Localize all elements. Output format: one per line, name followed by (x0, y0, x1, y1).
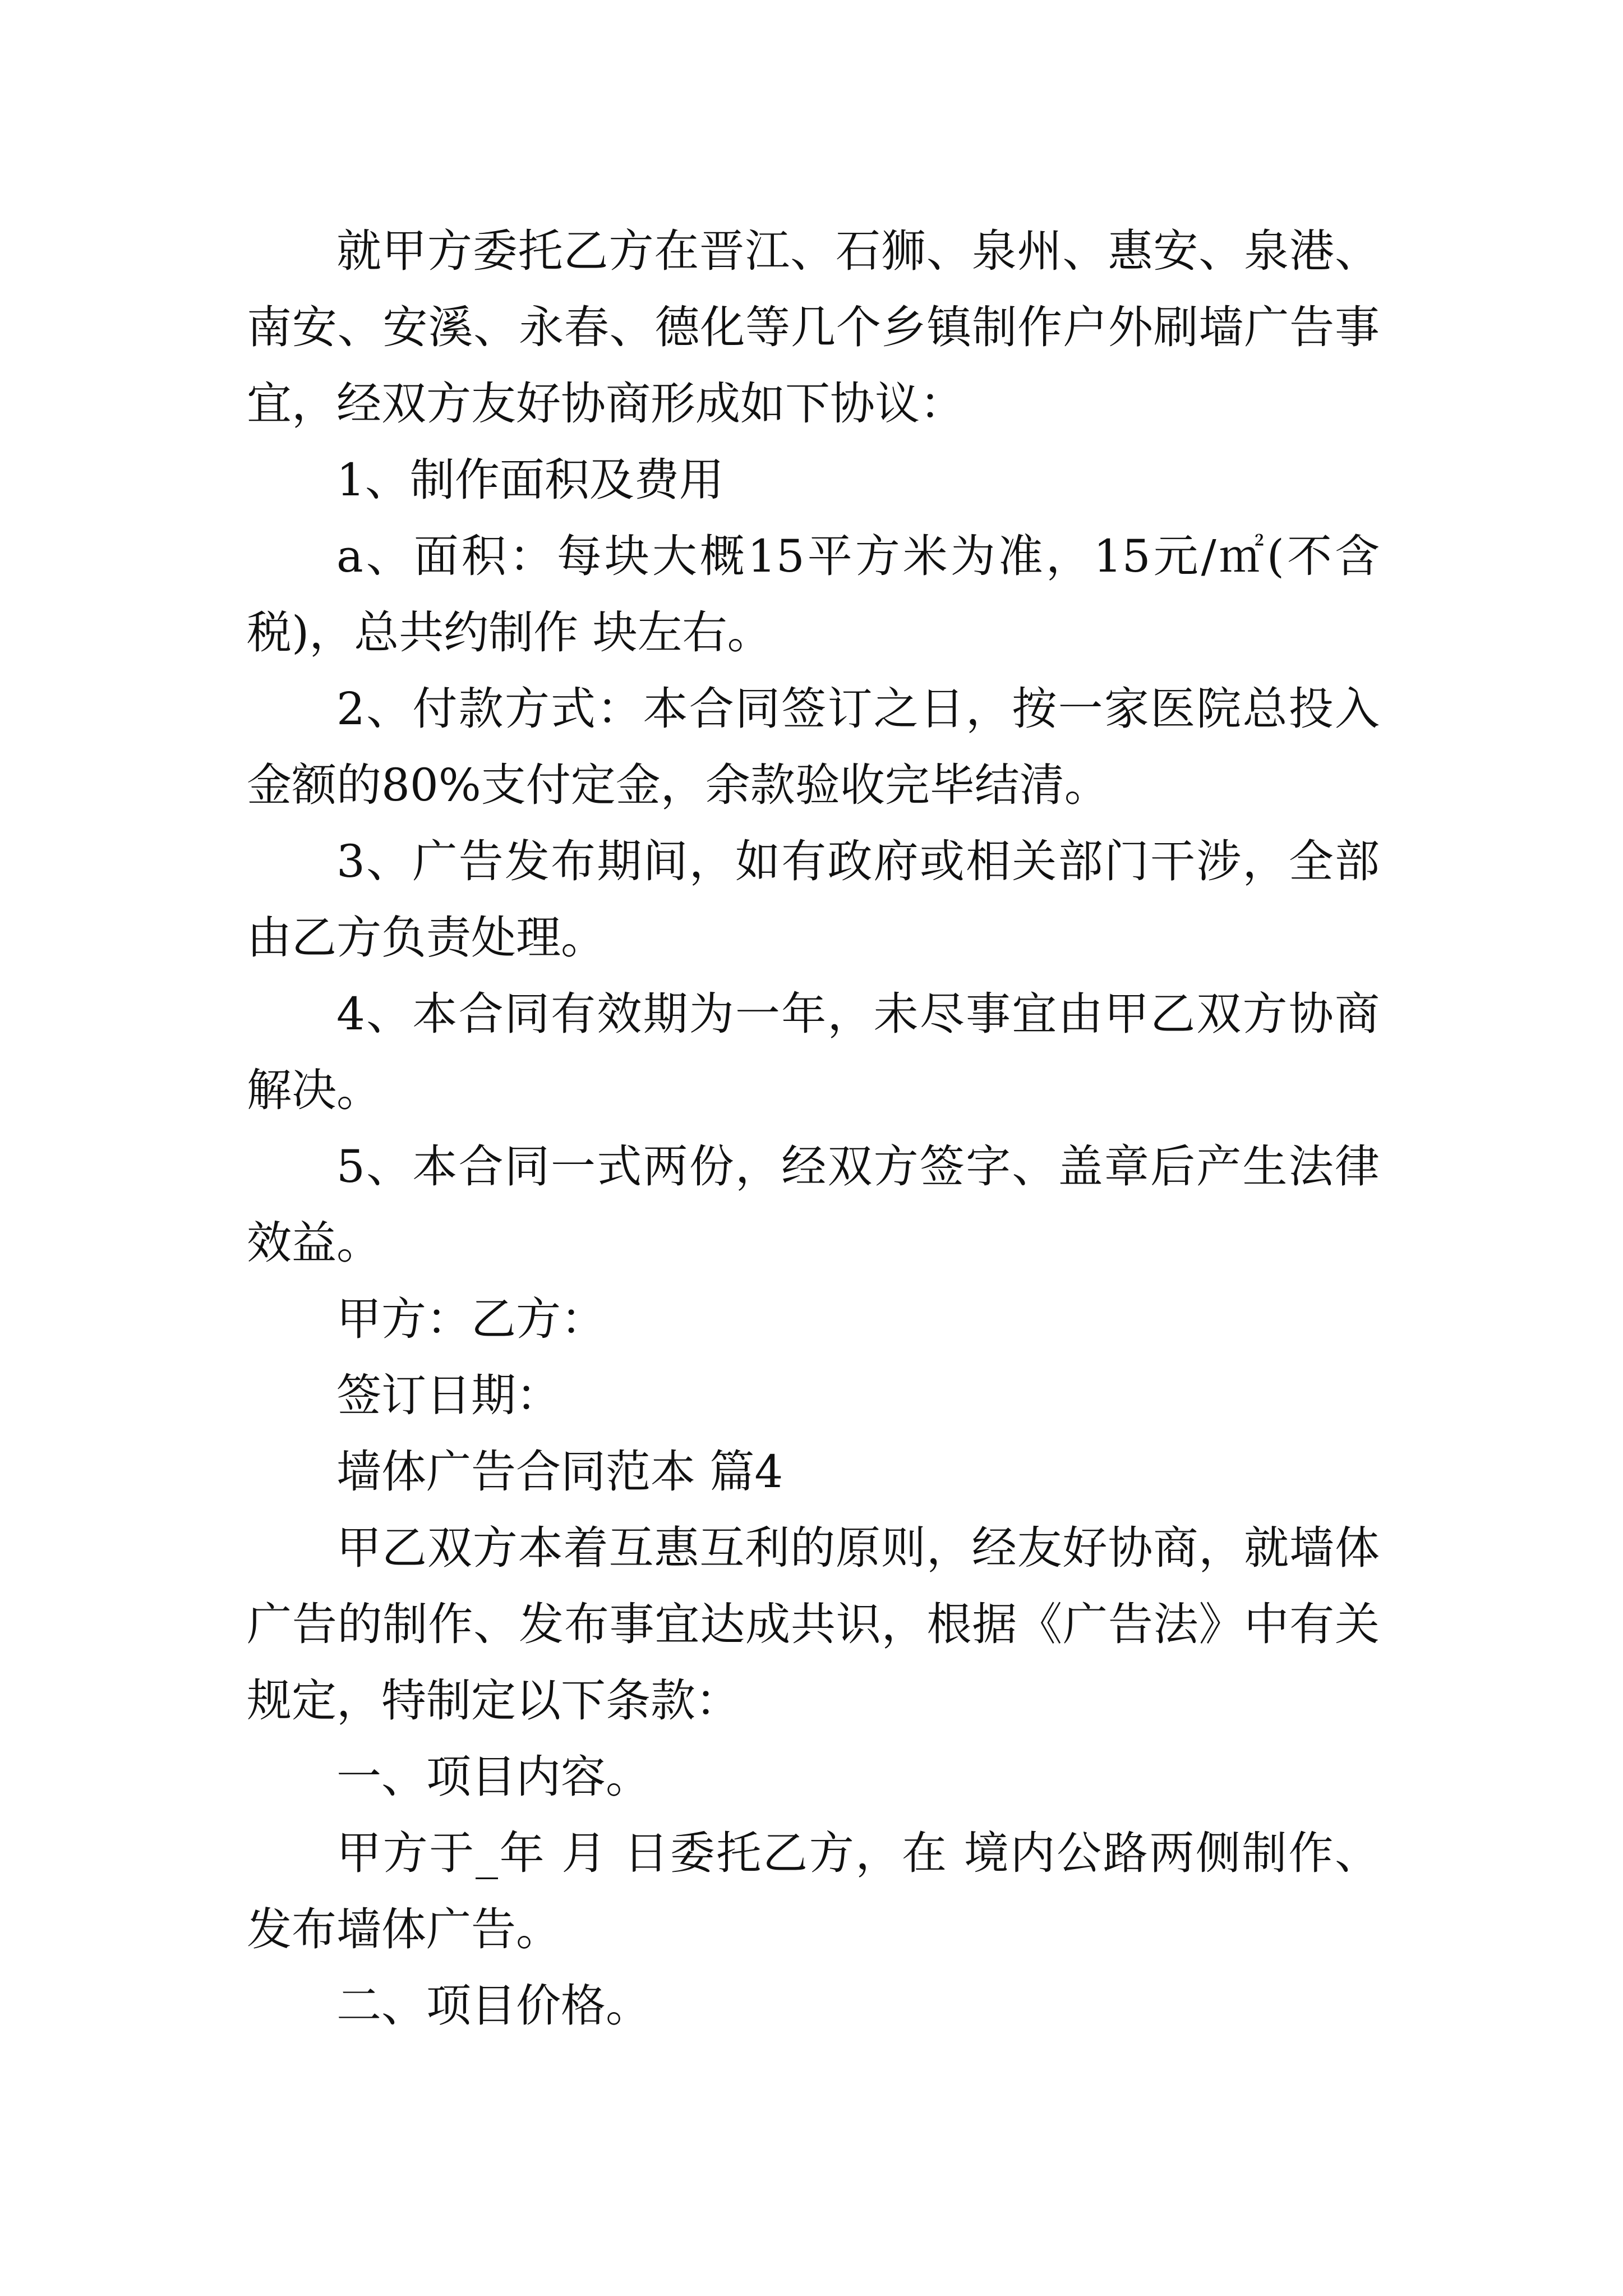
paragraph-clause-2: 2、付款方式：本合同签订之日，按一家医院总投入金额的80%支付定金，余款验收完毕结清。 (247, 683, 1380, 811)
paragraph-item-one-heading: 一、项目内容。 (336, 1751, 651, 1803)
paragraph-intro: 就甲方委托乙方在晋江、石狮、泉州、惠安、泉港、南安、安溪、永春、德化等几个乡镇制作户外刷墙广告事宜，经双方友好协商形成如下协议： (247, 225, 1380, 430)
paragraph-clause-1a: a、面积：每块大概15平方米为准，15元/㎡(不含税)，总共约制作 块左右。 (247, 530, 1380, 659)
paragraph-signatures: 甲方：乙方： (336, 1293, 606, 1345)
paragraph-clause-1: 1、制作面积及费用 (336, 454, 724, 506)
paragraph-item-one-body: 甲方于_年 月 日委托乙方，在 境内公路两侧制作、发布墙体广告。 (247, 1827, 1380, 1955)
document-body (247, 213, 1380, 2044)
paragraph-clause-5: 5、本合同一式两份，经双方签字、盖章后产生法律效益。 (247, 1140, 1380, 1269)
section-heading: 墙体广告合同范本 篇4 (336, 1446, 783, 1498)
paragraph-preamble: 甲乙双方本着互惠互利的原则，经友好协商，就墙体广告的制作、发布事宜达成共识，根据《广告法》中有关规定，特制定以下条款： (247, 1522, 1380, 1727)
paragraph-sign-date: 签订日期： (336, 1369, 561, 1421)
paragraph-clause-3: 3、广告发布期间，如有政府或相关部门干涉，全部由乙方负责处理。 (247, 835, 1380, 964)
paragraph-clause-4: 4、本合同有效期为一年，未尽事宜由甲乙双方协商解决。 (247, 988, 1380, 1116)
paragraph-item-two-heading: 二、项目价格。 (336, 1980, 651, 2032)
